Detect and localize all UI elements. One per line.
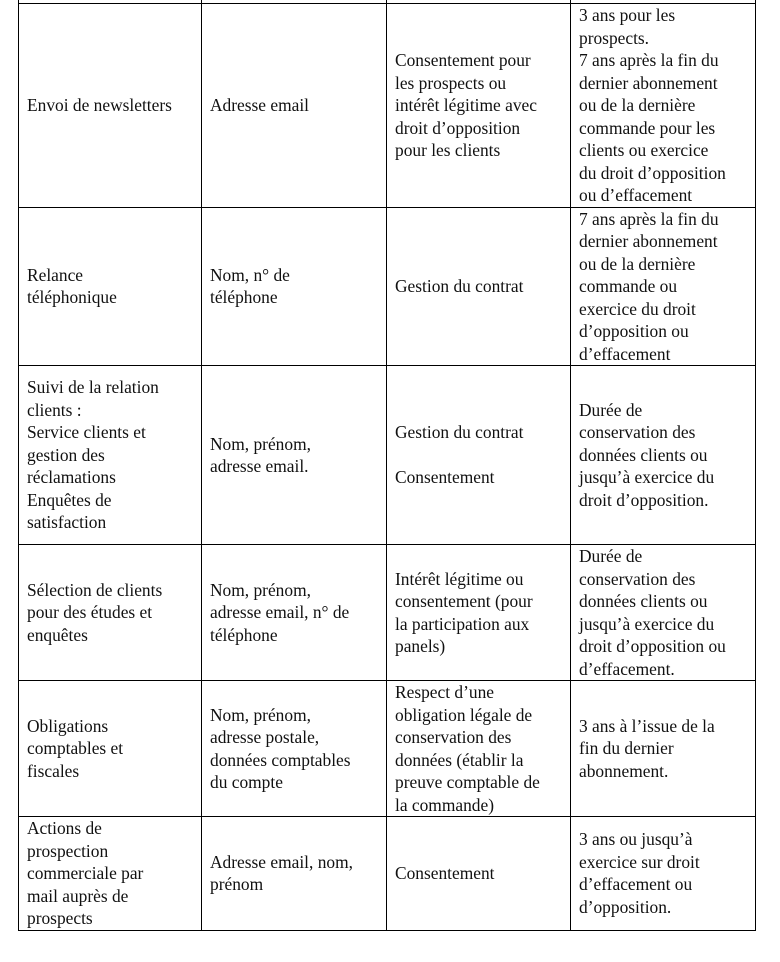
retention-period-cell: 7 ans après la fin du dernier abonnement ou de la dernière commande ou exercice du droit d’opposition ou d’effacement: [571, 207, 756, 366]
purpose-cell: Relance téléphonique: [19, 207, 202, 366]
purpose-cell: Actions de prospection commerciale par mail auprès de prospects: [19, 817, 202, 931]
retention-period-cell: Durée de conservation des données clients ou jusqu’à exercice du droit d’opposition ou d’effacement.: [571, 545, 756, 681]
legal-basis-cell: Consentement: [387, 817, 571, 931]
table-row: [19, 681, 756, 817]
retention-period-cell: Durée de conservation des données clients ou jusqu’à exercice du droit d’opposition.: [571, 366, 756, 545]
table-row: [19, 817, 756, 931]
data-categories-cell: Adresse email: [202, 4, 387, 208]
purpose-cell: Envoi de newsletters: [19, 4, 202, 208]
table-row: [19, 207, 756, 366]
retention-period-cell: 3 ans à l’issue de la fin du dernier abonnement.: [571, 681, 756, 817]
data-processing-table: [18, 0, 756, 931]
purpose-cell: Sélection de clients pour des études et enquêtes: [19, 545, 202, 681]
data-categories-cell: Nom, prénom, adresse postale, données comptables du compte: [202, 681, 387, 817]
table-row: [19, 366, 756, 545]
legal-basis-cell: Respect d’une obligation légale de conservation des données (établir la preuve comptable de la commande): [387, 681, 571, 817]
data-categories-cell: Nom, prénom, adresse email.: [202, 366, 387, 545]
purpose-cell: Suivi de la relation clients : Service clients et gestion des réclamations Enquêtes de satisfaction: [19, 366, 202, 545]
purpose-cell: Obligations comptables et fiscales: [19, 681, 202, 817]
table-row: [19, 4, 756, 208]
retention-period-cell: 3 ans ou jusqu’à exercice sur droit d’effacement ou d’opposition.: [571, 817, 756, 931]
table-row: [19, 545, 756, 681]
data-categories-cell: Adresse email, nom, prénom: [202, 817, 387, 931]
legal-basis-cell: Consentement pour les prospects ou intérêt légitime avec droit d’opposition pour les clients: [387, 4, 571, 208]
retention-period-cell: 3 ans pour les prospects. 7 ans après la fin du dernier abonnement ou de la dernière commande pour les clients ou exercice du droit d’opposition ou d’effacement: [571, 4, 756, 208]
data-categories-cell: Nom, prénom, adresse email, n° de téléphone: [202, 545, 387, 681]
legal-basis-cell: Intérêt légitime ou consentement (pour la participation aux panels): [387, 545, 571, 681]
legal-basis-cell: Gestion du contrat Consentement: [387, 366, 571, 545]
legal-basis-cell: Gestion du contrat: [387, 207, 571, 366]
data-categories-cell: Nom, n° de téléphone: [202, 207, 387, 366]
